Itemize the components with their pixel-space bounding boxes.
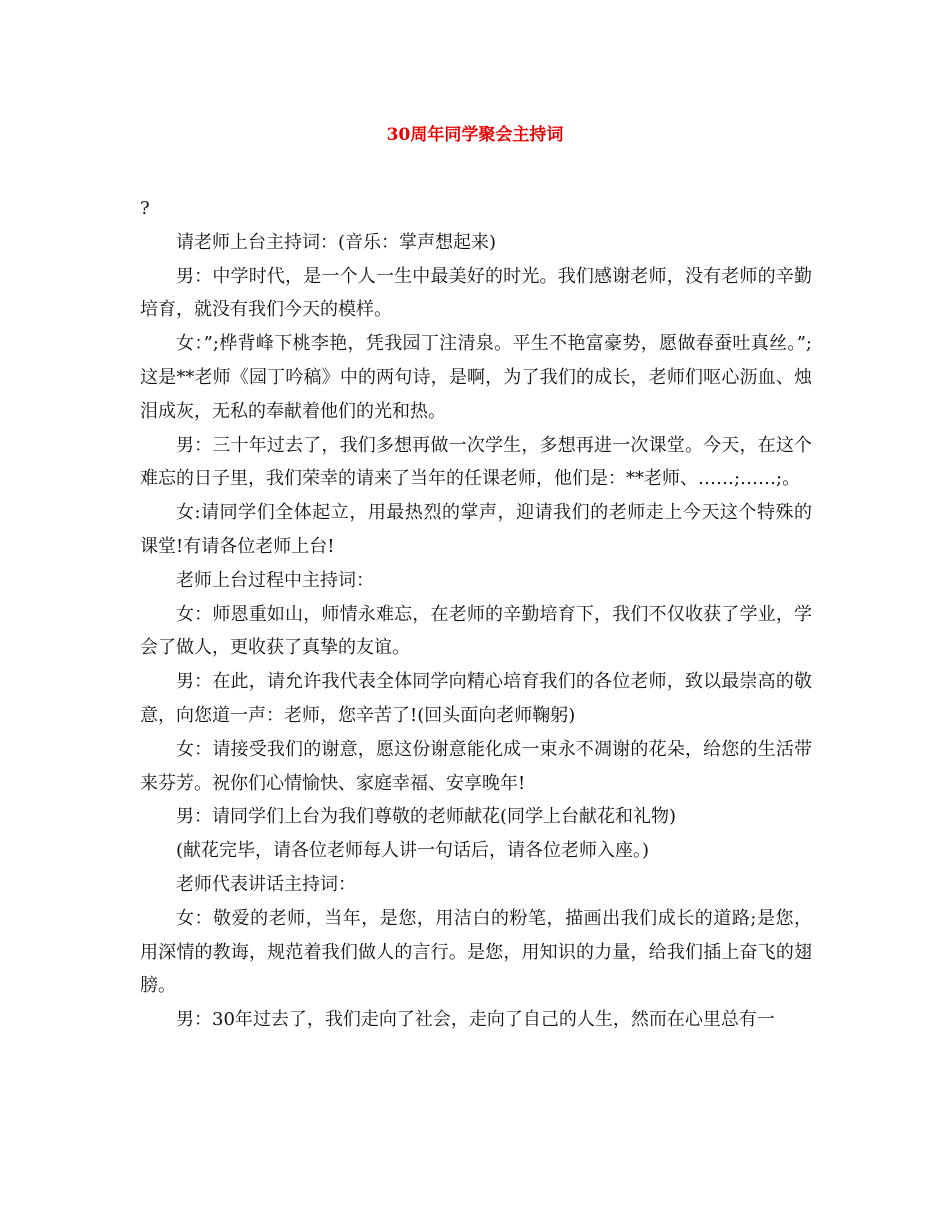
paragraph: 女:请同学们全体起立，用最热烈的掌声，迎请我们的老师走上今天这个特殊的课堂!有请各位老师上台!	[140, 502, 812, 557]
paragraph: 女：师恩重如山，师情永难忘，在老师的辛勤培育下，我们不仅收获了学业，学会了做人，更收获了真挚的友谊。	[140, 603, 812, 659]
paragraph: 男：30年过去了，我们走向了社会，走向了自己的人生，然而在心里总有一	[176, 1009, 775, 1031]
paragraph: 女：敬爱的老师，当年，是您，用洁白的粉笔，描画出我们成长的道路;是您，用深情的教诲，规范着我们做人的言行。是您，用知识的力量，给我们插上奋飞的翅膀。	[140, 907, 812, 997]
paragraph: 请老师上台主持词：(音乐：掌声想起来)	[176, 231, 497, 253]
document-title: 30周年同学聚会主持词	[386, 125, 564, 145]
paragraph: 女：”;桦背峰下桃李艳，凭我园丁注清泉。平生不艳富豪势，愿做春蚕吐真丝。”;这是**老师《园丁吟稿》中的两句诗，是啊，为了我们的成长，老师们呕心沥血、烛泪成灰，无私的奉献着他们的光和热。	[140, 333, 812, 422]
paragraph: 男：请同学们上台为我们尊敬的老师献花(同学上台献花和礼物)	[176, 806, 677, 828]
paragraph: 女：请接受我们的谢意，愿这份谢意能化成一束永不凋谢的花朵，给您的生活带来芬芳。祝你们心情愉快、家庭幸福、安享晚年!	[140, 738, 812, 794]
paragraph: 老师上台过程中主持词：	[176, 569, 374, 591]
paragraph: 男：三十年过去了，我们多想再做一次学生，多想再进一次课堂。今天，在这个难忘的日子里，我们荣幸的请来了当年的任课老师，他们是：**老师、……;……;。	[140, 434, 812, 490]
paragraph: (献花完毕，请各位老师每人讲一句话后，请各位老师入座。)	[176, 840, 650, 862]
paragraph: 男：中学时代，是一个人一生中最美好的时光。我们感谢老师，没有老师的辛勤培育，就没有我们今天的模样。	[140, 265, 812, 321]
paragraph: 老师代表讲话主持词：	[176, 873, 356, 895]
paragraph: ?	[140, 198, 150, 219]
document-body	[140, 192, 812, 1037]
paragraph: 男：在此，请允许我代表全体同学向精心培育我们的各位老师，致以最崇高的敬意，向您道一声：老师，您辛苦了!(回头面向老师鞠躬)	[140, 671, 812, 726]
